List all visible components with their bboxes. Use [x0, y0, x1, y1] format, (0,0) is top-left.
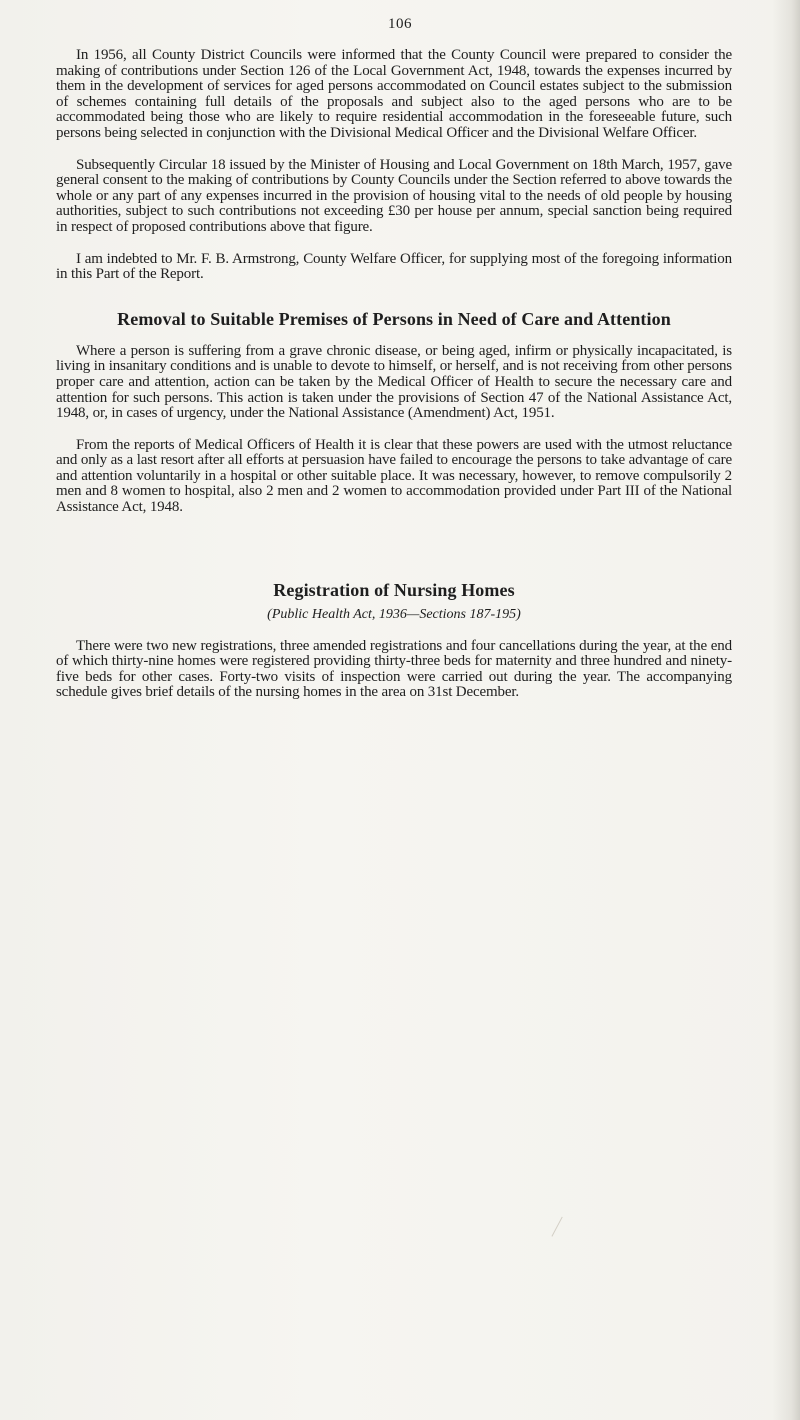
- stray-pencil-mark: [551, 1217, 571, 1242]
- paragraph-circular-18: Subsequently Circular 18 issued by the Minister of Housing and Local Government on 18th March, 1957, gave general consent to the making of contributions by County Councils under the Section referred to above towards the whole or any part of any expenses incurred in the provision of housing vital to the needs of old people by housing authorities, subject to such contributions not exceeding £30 per house per annum, special sanction being required in respect of proposed contributions above that figure.: [56, 156, 732, 235]
- page-edge-shadow: [772, 0, 800, 1420]
- heading-registration-nursing-homes: Registration of Nursing Homes: [273, 579, 515, 600]
- page-number: 106: [388, 16, 412, 32]
- paragraph-acknowledgement: I am indebted to Mr. F. B. Armstrong, County Welfare Officer, for supplying most of the foregoing information in this Part of the Report.: [56, 250, 732, 283]
- paragraph-registrations: There were two new registrations, three amended registrations and four cancellations during the year, at the end of which thirty-nine homes were registered providing thirty-three beds for maternity and three hundred and ninety-five beds for other cases. Forty-two visits of inspection were carried out during the year. The accompanying schedule gives brief details of the nursing homes in the area on 31st December.: [56, 637, 732, 701]
- paragraph-removal-provisions: Where a person is suffering from a grave chronic disease, or being aged, infirm or physically incapacitated, is living in insanitary conditions and is unable to devote to himself, or herself, and is not receiving from other persons proper care and attention, action can be taken by the Medical Officer of Health to secure the necessary care and attention for such persons. This action is taken under the provisions of Section 47 of the National Assistance Act, 1948, or, in cases of urgency, under the National Assistance (Amendment) Act, 1951.: [56, 342, 732, 422]
- heading-removal-to-suitable-premises: Removal to Suitable Premises of Persons in Need of Care and Attention: [117, 308, 671, 329]
- subtitle-public-health-act: [56, 607, 732, 623]
- page-content: [56, 48, 732, 717]
- paragraph-contributions-1956: In 1956, all County District Councils were informed that the County Council were prepared to consider the making of contributions under Section 126 of the Local Government Act, 1948, towards the expenses incurred by them in the development of services for aged persons accommodated on Council estates subject to the submission of schemes containing full details of the proposals and subject also to the aged persons who are to be accommodated being those who are likely to require residential accommodation in the foreseeable future, such persons being selected in conjunction with the Divisional Medical Officer and the Divisional Welfare Officer.: [56, 47, 732, 141]
- paragraph-removal-reports: From the reports of Medical Officers of Health it is clear that these powers are used with the utmost reluctance and only as a last resort after all efforts at persuasion have failed to encourage the persons to take advantage of care and attention voluntarily in a hospital or other suitable place. It was necessary, however, to remove compulsorily 2 men and 8 women to hospital, also 2 men and 2 women to accommodation provided under Part III of the National Assistance Act, 1948.: [56, 436, 732, 516]
- subtitle-text: (Public Health Act, 1936—Sections 187-195): [267, 606, 521, 622]
